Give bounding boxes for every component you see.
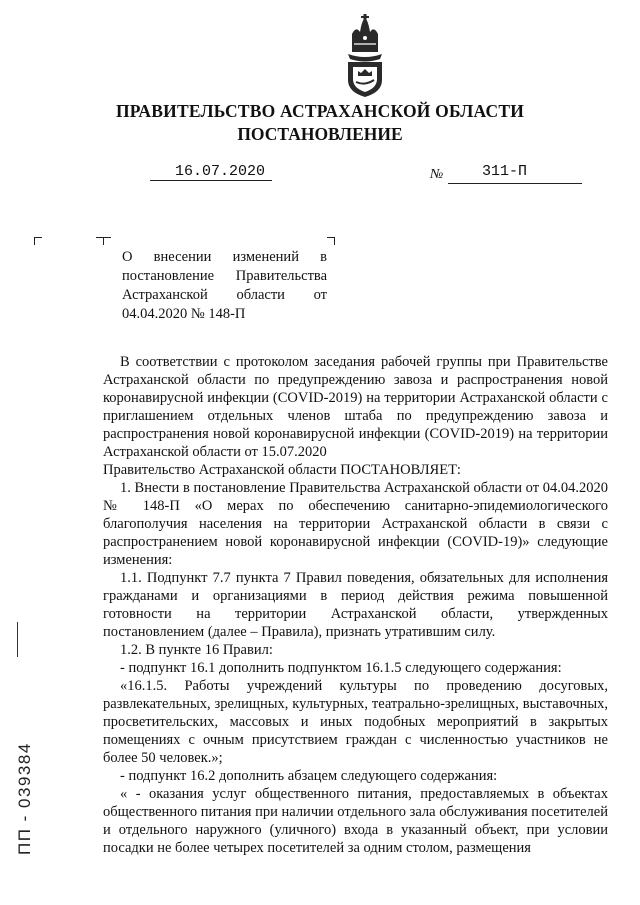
astrakhan-coat-of-arms-icon xyxy=(342,14,388,98)
resolves-paragraph: Правительство Астраханской области ПОСТАНОВЛЯЕТ: xyxy=(103,462,461,478)
corner-mark xyxy=(327,237,335,245)
number-underline xyxy=(448,183,582,184)
document-body xyxy=(103,353,608,857)
document-subject xyxy=(122,248,327,324)
preamble-paragraph: В соответствии с протоколом заседания рабочей группы при Правительстве Астраханской области по предупреждению завоза и распространения новой коронавирусной инфекции (COVID-2019) на территории Астраханской области с приглашением отдельных членов штаба по предупреждению завоза и распространения новой коронавирусной инфекции (COVID-2019) на территории Астраханской области от 15.07.2020 xyxy=(103,354,608,460)
paragraph-1-2-b: - подпункт 16.2 дополнить абзацем следующего содержания: xyxy=(120,768,498,784)
document-date: 16.07.2020 xyxy=(175,163,266,180)
paragraph-1-2-a-text: «16.1.5. Работы учреждений культуры по проведению досуговых, развлекательных, зрелищных, культурных, театрально-зрелищных, выставочных, просветительских, массовых и иных подобных мероприятий в закрытых помещениях с очным присутствием граждан с численностью участников не более 50 человек.»; xyxy=(103,678,608,766)
paragraph-1-1: 1.1. Подпункт 7.7 пункта 7 Правил поведения, обязательных для исполнения гражданами и организациями в период действия режима повышенной готовности на территории Астраханской области, утвержденных постановлением (далее – Правила), признать утратившим силу. xyxy=(103,570,608,640)
subject-line: 04.04.2020 № 148-П xyxy=(122,306,246,322)
date-underline xyxy=(150,180,272,181)
government-title: ПРАВИТЕЛЬСТВО АСТРАХАНСКОЙ ОБЛАСТИ xyxy=(115,101,525,121)
paragraph-1-2-b-text: « - оказания услуг общественного питания, предоставляемых в объектах общественного питания при наличии отдельного зала обслуживания посетителей и отдельного наружного (уличного) входа в указанный объект, при условии посадки не более четырех посетителей за одним столом, размещения xyxy=(103,786,608,856)
subject-line: Астраханской области от xyxy=(122,287,327,303)
serial-number: ПП - 039384 xyxy=(15,742,34,855)
corner-mark xyxy=(34,237,42,245)
number-label: № xyxy=(430,167,444,182)
subject-line: О внесении изменений в xyxy=(122,249,327,265)
paragraph-1-2-a: - подпункт 16.1 дополнить подпунктом 16.1.5 следующего содержания: xyxy=(120,660,562,676)
document-number: 311-П xyxy=(482,163,528,180)
corner-mark xyxy=(103,237,111,245)
margin-rule xyxy=(17,622,18,657)
paragraph-1-2: 1.2. В пункте 16 Правил: xyxy=(120,642,273,658)
document-type: ПОСТАНОВЛЕНИЕ xyxy=(237,124,403,144)
paragraph-1: 1. Внести в постановление Правительства Астраханской области от 04.04.2020 № 148-П «О мерах по обеспечению санитарно-эпидемиологического благополучия населения на территории Астраханской области в связи с распространением новой коронавирусной инфекции (COVID-19)» следующие изменения: xyxy=(103,480,608,568)
subject-line: постановление Правительства xyxy=(122,268,327,284)
